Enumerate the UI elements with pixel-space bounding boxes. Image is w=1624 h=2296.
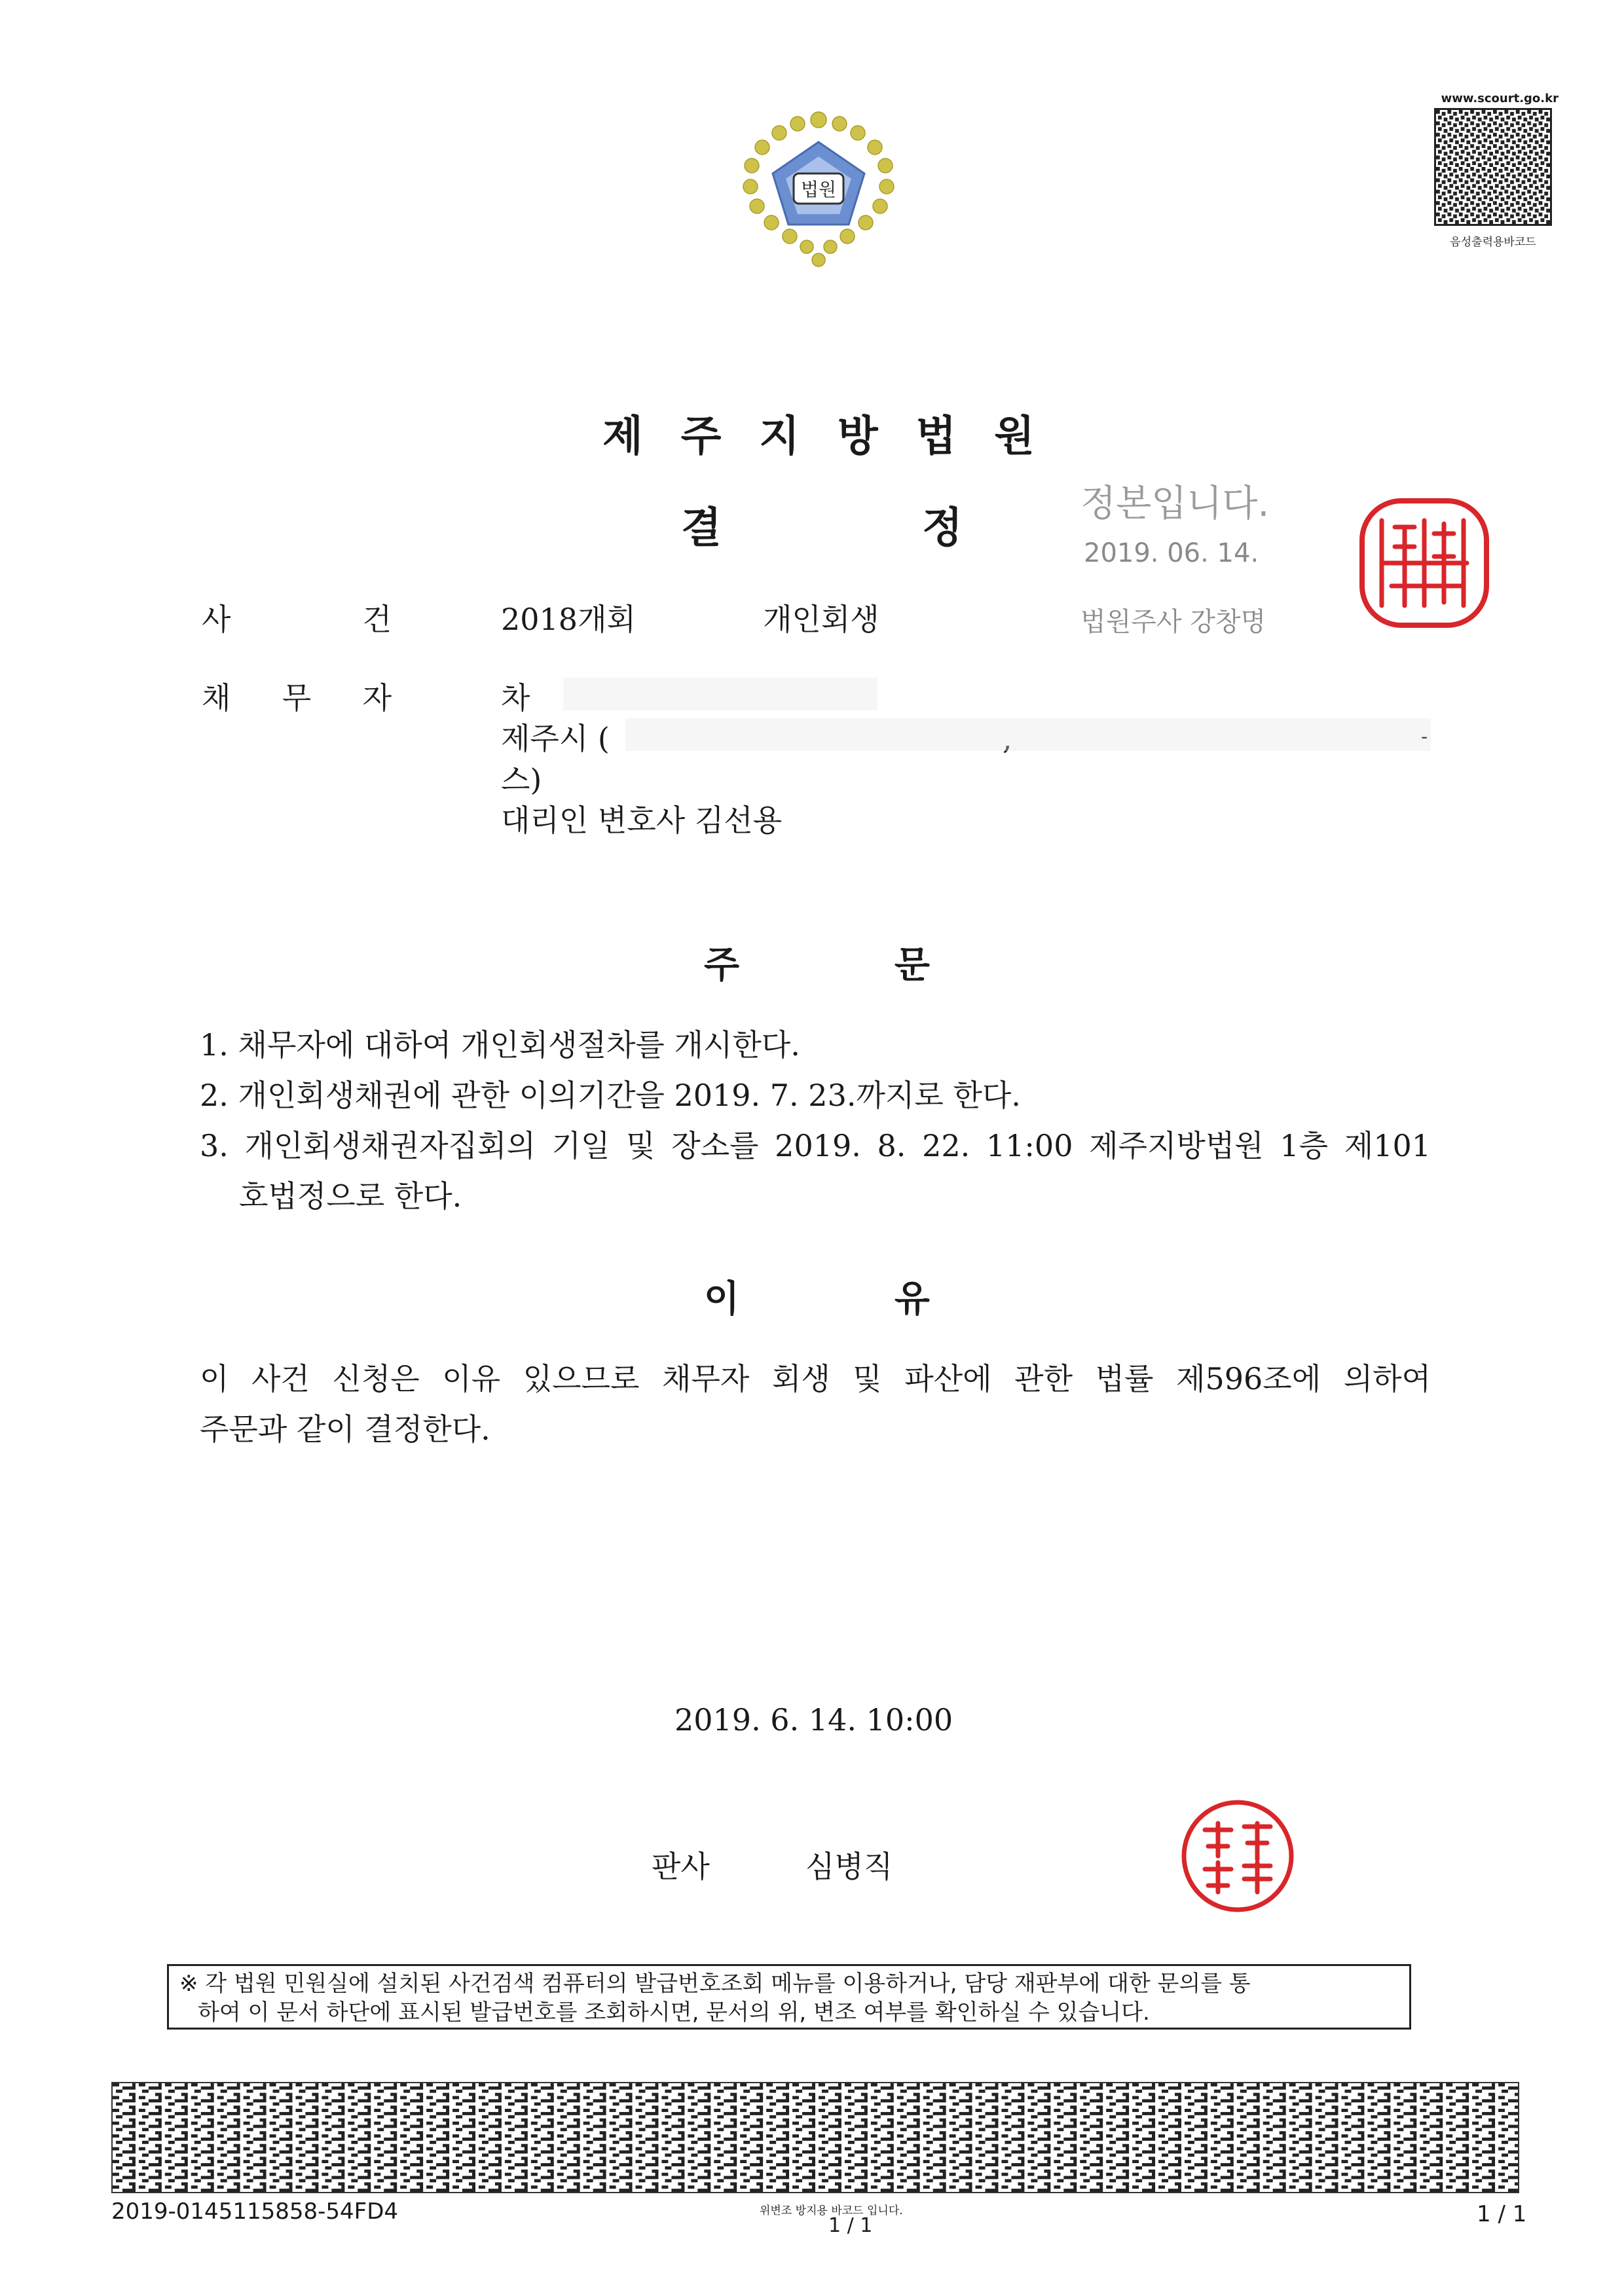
certified-copy-clerk: 법원주사 강창명 bbox=[1080, 607, 1266, 637]
page-number-center: 1 / 1 bbox=[828, 2214, 873, 2237]
audio-barcode bbox=[1434, 108, 1552, 226]
court-name: 제 주 지 방 법 원 bbox=[602, 412, 1035, 461]
redacted-area bbox=[625, 718, 1431, 751]
debtor-label: 채 무 자 bbox=[202, 680, 392, 716]
redaction-mark: - bbox=[1421, 725, 1428, 748]
notice-line1: ※ 각 법원 민원실에 설치된 사건검색 컴퓨터의 발급번호조회 메뉴를 이용하거나, 담당 재판부에 대한 문의를 통 bbox=[179, 1971, 1251, 1997]
order-item-3-line2: 호법정으로 한다. bbox=[239, 1178, 462, 1214]
barcode-caption: 위변조 방지용 바코드 입니다. bbox=[760, 2204, 903, 2217]
clerk-seal-icon bbox=[1356, 494, 1493, 632]
judge-title: 판사 bbox=[652, 1849, 710, 1884]
decision-date: 2019. 6. 14. 10:00 bbox=[674, 1702, 953, 1738]
case-number: 2018개회 bbox=[501, 602, 636, 637]
debtor-address-line1: 제주시 ( , bbox=[501, 721, 1012, 756]
certified-copy-date: 2019. 06. 14. bbox=[1084, 538, 1259, 568]
document-type: 결 정 bbox=[681, 504, 963, 553]
case-label: 사 건 bbox=[202, 602, 392, 637]
verification-notice bbox=[167, 1964, 1411, 2030]
barcode-caption: 음성출력용바코드 bbox=[1450, 236, 1536, 249]
notice-line2: 하여 이 문서 하단에 표시된 발급번호를 조회하시면, 문서의 위, 변조 여부를 확인하실 수 있습니다. bbox=[198, 1999, 1150, 2026]
debtor-address-line2: 스) bbox=[501, 762, 542, 797]
emblem-label: 법원 bbox=[800, 179, 837, 200]
reason-line1: 이 사건 신청은 이유 있으므로 채무자 회생 및 파산에 관한 법률 제596조에 의하여 bbox=[200, 1361, 1431, 1396]
order-item-3-line1: 3. 개인회생채권자집회의 기일 및 장소를 2019. 8. 22. 11:00 제주지방법원 1층 제101 bbox=[200, 1128, 1431, 1163]
barcode-url: www.scourt.go.kr bbox=[1441, 92, 1559, 105]
judge-name: 심병직 bbox=[805, 1849, 893, 1884]
debtor-name: 차 bbox=[501, 680, 530, 716]
reason-line2: 주문과 같이 결정한다. bbox=[200, 1412, 490, 1447]
court-emblem-icon bbox=[733, 108, 904, 272]
certified-copy-title: 정본입니다. bbox=[1080, 483, 1270, 525]
redacted-area bbox=[563, 678, 877, 710]
debtor-agent: 대리인 변호사 김선용 bbox=[501, 803, 783, 838]
reason-heading: 이 유 bbox=[704, 1278, 930, 1321]
case-name: 개인회생 bbox=[763, 602, 879, 637]
order-item-1: 1. 채무자에 대하여 개인회생절차를 개시한다. bbox=[200, 1027, 800, 1063]
anti-forgery-barcode bbox=[111, 2082, 1519, 2193]
judge-seal-icon bbox=[1179, 1797, 1297, 1915]
order-heading: 주 문 bbox=[704, 944, 930, 987]
page-number-right: 1 / 1 bbox=[1477, 2201, 1527, 2227]
order-item-2: 2. 개인회생채권에 관한 이의기간을 2019. 7. 23.까지로 한다. bbox=[200, 1078, 1021, 1113]
issue-number: 2019-0145115858-54FD4 bbox=[111, 2198, 399, 2225]
